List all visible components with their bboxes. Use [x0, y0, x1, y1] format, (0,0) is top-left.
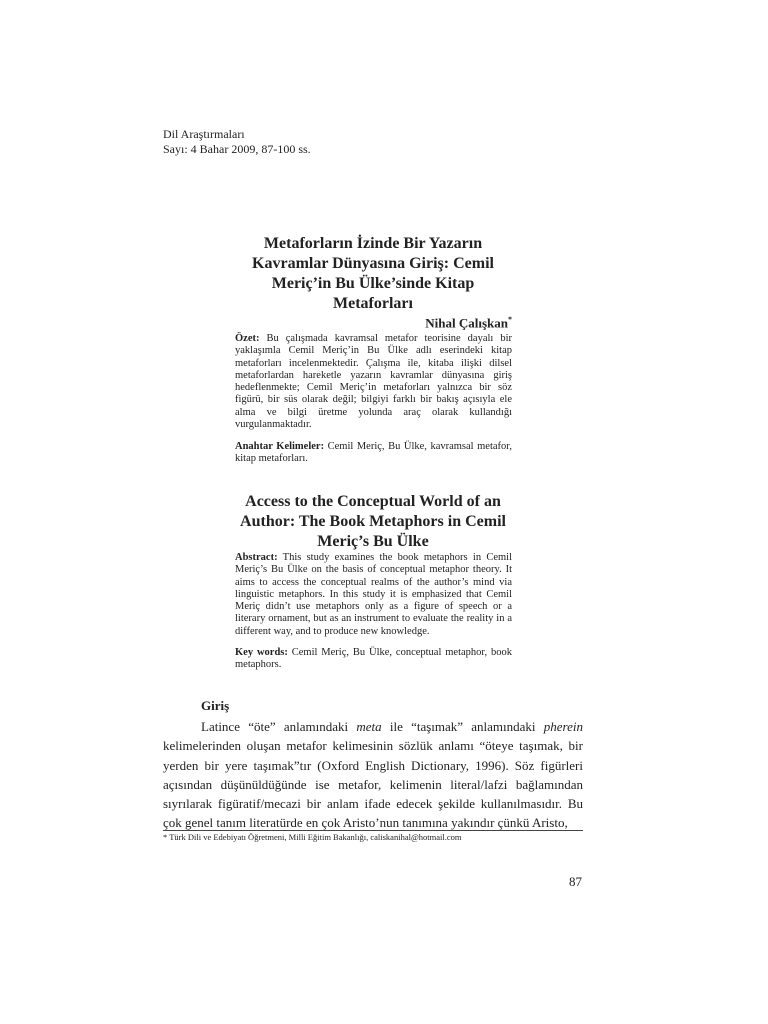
body-term-meta: meta: [356, 719, 382, 734]
keywords-text: Cemil Meriç, Bu Ülke, conceptual metaphor, book metaphors.: [235, 647, 512, 671]
footnote: * Türk Dili ve Edebiyatı Öğretmeni, Milli Eğitim Bakanlığı, caliskanihal@hotmail.com: [163, 832, 462, 842]
body-term-pherein: pherein: [543, 719, 583, 734]
body-paragraph: [163, 717, 583, 833]
author-text: Nihal Çalışkan: [425, 315, 508, 331]
turkish-title: Metaforların İzinde Bir Yazarın Kavramlar Dünyasına Giriş: Cemil Meriç’in Bu Ülke’sinde Kitap Metaforları: [252, 235, 494, 312]
keywords-label: Key words:: [235, 647, 288, 658]
abstract-text: This study examines the book metaphors in Cemil Meriç’s Bu Ülke on the basis of conceptual metaphor theory. It aims to access the conceptual realms of the author’s mind via linguistic metaphors. In this study it is emphasized that Cemil Meriç didn’t use metaphors only as a figure of speech or a literary ornament, but as an instrument to evaluate the reality in a different way, and to produce new knowledge.: [235, 552, 512, 637]
english-title: Access to the Conceptual World of an Author: The Book Metaphors in Cemil Meriç’s Bu Ülke: [240, 493, 506, 550]
turkish-keywords: [235, 441, 512, 466]
anahtar-label: Anahtar Kelimeler:: [235, 441, 325, 452]
journal-name: Dil Araştırmaları: [163, 127, 245, 141]
anahtar-text: Cemil Meriç, Bu Ülke, kavramsal metafor, kitap metaforları.: [235, 441, 512, 465]
footnote-divider: [163, 830, 583, 831]
author-footnote-mark: *: [508, 315, 512, 324]
ozet-text: Bu çalışmada kavramsal metafor teorisine dayalı bir yaklaşımla Cemil Meriç’in Bu Ülke adlı eserindeki kitap metaforları incelenmektedir. Çalışma ile, kitaba ilişki dilsel metaforlardan hareketle yazarın kavramlar dünyasına giriş hedeflenmekte; Cemil Meriç’in metaforları yalnızca bir söz figürü, bir süs olarak değil; bilgiyi farklı bir bakış açısıyla ele alma ve bilgi üretme yolunda araç olarak kullandığı vurgulanmaktadır.: [235, 333, 512, 431]
abstract-label: Abstract:: [235, 552, 278, 563]
author-name: [425, 315, 512, 331]
ozet-label: Özet:: [235, 333, 260, 344]
journal-header: [163, 127, 311, 157]
english-keywords: [235, 647, 512, 672]
turkish-abstract: [235, 333, 512, 431]
page-number: 87: [569, 874, 582, 889]
section-heading: Giriş: [201, 698, 230, 713]
body-text-2: ile “taşımak” anlamındaki: [381, 719, 544, 734]
body-text-1: Latince “öte” anlamındaki: [201, 719, 357, 734]
body-text-3: kelimelerinden oluşan metafor kelimesinin sözlük anlamı “öteye taşımak, bir yerden bir yere taşımak”tır (Oxford English Dictionary, 1996). Söz figürleri açısından düşünüldüğünde ise metafor, kelimenin literal/lafzi bağlamından sıyrılarak figüratif/mecazi bir anlam ifade edecek şekilde kullanılmasıdır. Bu çok genel tanım literatürde en çok Aristo’nun tanımına yakındır çünkü Aristo,: [163, 738, 583, 831]
english-abstract: [235, 552, 512, 638]
journal-issue: Sayı: 4 Bahar 2009, 87-100 ss.: [163, 142, 311, 156]
